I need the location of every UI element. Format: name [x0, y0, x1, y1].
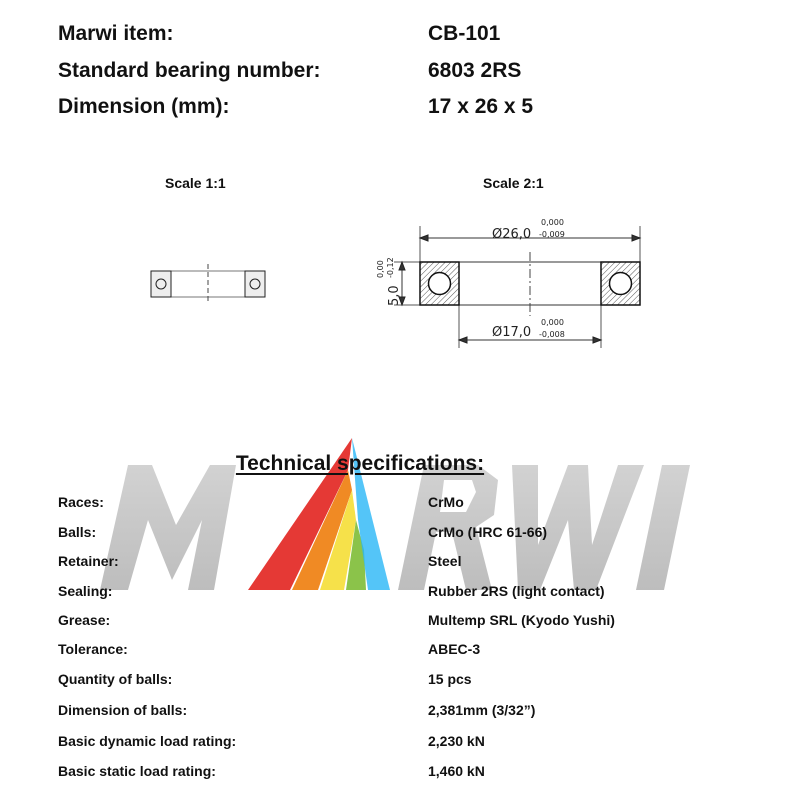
spec-races-value: CrMo [428, 494, 464, 510]
bearing-number-label: Standard bearing number: [58, 59, 321, 82]
marwi-item-label: Marwi item: [58, 22, 174, 45]
width-tol-upper: 0,00 [376, 260, 385, 278]
spec-ball-dimension-label: Dimension of balls: [58, 702, 188, 718]
inner-diameter-main: Ø17,0 [492, 325, 532, 340]
scale-large-label: Scale 2:1 [483, 175, 544, 191]
spec-static-load-label: Basic static load rating: [58, 763, 216, 779]
width-main: 5,0 [387, 285, 402, 306]
spec-races-label: Races: [58, 494, 104, 510]
outer-diameter-main: Ø26,0 [492, 227, 532, 242]
spec-ball-dimension-value: 2,381mm (3/32”) [428, 702, 536, 718]
dimension-value: 17 x 26 x 5 [428, 95, 534, 118]
spec-tolerance-label: Tolerance: [58, 641, 128, 657]
spec-title: Technical specifications: [235, 452, 485, 475]
spec-dynamic-load-label: Basic dynamic load rating: [58, 733, 237, 749]
spec-balls-value: CrMo (HRC 61-66) [428, 524, 548, 540]
spec-quantity-label: Quantity of balls: [58, 671, 173, 687]
spec-sealing-value: Rubber 2RS (light contact) [428, 583, 605, 599]
spec-grease-label: Grease: [58, 612, 111, 628]
spec-grease-value: Multemp SRL (Kyodo Yushi) [428, 612, 615, 628]
spec-static-load-value: 1,460 kN [428, 763, 485, 779]
bearing-number-value: 6803 2RS [428, 59, 522, 82]
width-tol-lower: -0,12 [386, 257, 395, 278]
bearing-drawing-small [151, 264, 265, 304]
outer-diameter-tol-lower: -0,009 [539, 230, 565, 239]
spec-sealing-label: Sealing: [58, 583, 113, 599]
inner-diameter-tol-lower: -0,008 [539, 330, 565, 339]
outer-diameter-tol-upper: 0,000 [541, 218, 564, 227]
spec-tolerance-value: ABEC-3 [428, 641, 481, 657]
spec-retainer-label: Retainer: [58, 553, 119, 569]
spec-retainer-value: Steel [428, 553, 462, 569]
dimension-label: Dimension (mm): [58, 95, 230, 118]
spec-balls-label: Balls: [58, 524, 97, 540]
spec-quantity-value: 15 pcs [428, 671, 472, 687]
marwi-item-value: CB-101 [428, 22, 501, 45]
spec-dynamic-load-value: 2,230 kN [428, 733, 485, 749]
scale-small-label: Scale 1:1 [165, 175, 226, 191]
inner-diameter-tol-upper: 0,000 [541, 318, 564, 327]
